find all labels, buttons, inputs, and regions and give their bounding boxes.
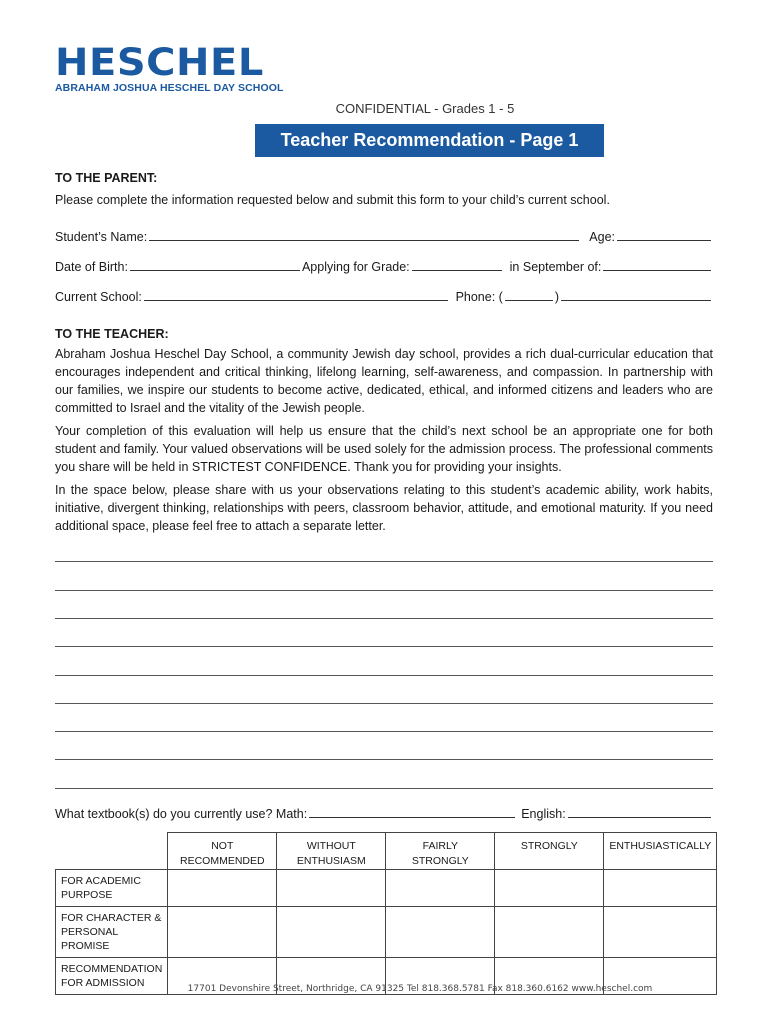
comment-line[interactable] (55, 561, 713, 562)
rating-cell[interactable] (168, 907, 277, 958)
footer-contact: 17701 Devonshire Street, Northridge, CA 91325 Tel 818.368.5781 Fax 818.360.6162 www.heschel.com (187, 984, 653, 994)
teacher-paragraph-3: In the space below, please share with us your observations relating to this student’s academic ability, work habits, initiative, divergent thinking, relationships with peers, classroom behavior, attitude, and emotional maturity. If you need additional space, please feel free to attach a separate letter. (55, 483, 713, 533)
rating-cell[interactable] (277, 870, 386, 907)
teacher-paragraph-2: Your completion of this evaluation will help us ensure that the child’s next school be an appropriate one for both student and family. Your valued observations will be used solely for the admission process. The professional comments you share will be held in STRICTEST CONFIDENCE. Thank you for providing your insights. (55, 424, 713, 474)
school-logo (55, 41, 284, 94)
row-label: FOR CHARACTER & PERSONAL PROMISE (56, 907, 168, 958)
table-row (56, 870, 717, 907)
column-header: NOT RECOMMENDED (168, 833, 277, 870)
current-school-field[interactable] (144, 288, 448, 301)
comment-line[interactable] (55, 703, 713, 704)
comment-line[interactable] (55, 788, 713, 789)
comment-line[interactable] (55, 646, 713, 647)
rating-cell[interactable] (168, 870, 277, 907)
student-name-row (55, 228, 713, 244)
rating-cell[interactable] (386, 907, 495, 958)
phone-area-code-field[interactable] (505, 288, 553, 301)
column-header: STRONGLY (495, 833, 604, 870)
comment-line[interactable] (55, 759, 713, 760)
row-label: RECOMMENDATION FOR ADMISSION (56, 958, 168, 995)
teacher-heading: TO THE TEACHER: (55, 327, 169, 341)
english-textbook-field[interactable] (568, 805, 711, 818)
comment-line[interactable] (55, 675, 713, 676)
rating-cell[interactable] (495, 870, 604, 907)
dob-field[interactable] (130, 258, 300, 271)
september-field[interactable] (603, 258, 711, 271)
current-school-label: Current School: (55, 290, 142, 304)
rating-cell[interactable] (604, 870, 717, 907)
phone-number-field[interactable] (561, 288, 711, 301)
rating-cell[interactable] (604, 907, 717, 958)
textbooks-row (55, 805, 713, 821)
column-header: FAIRLY STRONGLY (386, 833, 495, 870)
phone-close-paren: ) (554, 290, 559, 304)
rating-cell[interactable] (386, 870, 495, 907)
phone-label: Phone: ( (455, 290, 503, 304)
logo-wordmark: HESCHEL (55, 41, 264, 84)
grade-field[interactable] (412, 258, 502, 271)
rating-cell[interactable] (277, 907, 386, 958)
table-row (56, 907, 717, 958)
parent-heading: TO THE PARENT: (55, 171, 158, 185)
student-name-label: Student’s Name: (55, 230, 148, 244)
dob-row (55, 258, 713, 274)
table-corner (56, 833, 168, 870)
column-header: WITHOUT ENTHUSIASM (277, 833, 386, 870)
current-school-row (55, 288, 713, 304)
comment-line[interactable] (55, 731, 713, 732)
student-name-field[interactable] (149, 228, 579, 241)
age-field[interactable] (617, 228, 711, 241)
textbooks-math-label: What textbook(s) do you currently use? Math: (55, 807, 308, 821)
rating-cell[interactable] (495, 907, 604, 958)
parent-instruction: Please complete the information requested below and submit this form to your child’s current school. (55, 193, 610, 207)
comment-line[interactable] (55, 590, 713, 591)
english-label: English: (521, 807, 566, 821)
dob-label: Date of Birth: (55, 260, 128, 274)
row-label: FOR ACADEMIC PURPOSE (56, 870, 168, 907)
logo-subtitle: ABRAHAM JOSHUA HESCHEL DAY SCHOOL (55, 82, 284, 94)
grade-label: Applying for Grade: (301, 260, 410, 274)
rating-table (55, 832, 717, 995)
age-label: Age: (589, 230, 615, 244)
column-header: ENTHUSIASTICALLY (604, 833, 717, 870)
teacher-paragraph-1: Abraham Joshua Heschel Day School, a community Jewish day school, provides a rich dual-curricular education that encourages independent and critical thinking, lifelong learning, self-awareness, and compassion. In partnership with our families, we inspire our students to become active, dedicated, ethical, and informed citizens and leaders who are committed to Israel and the vitality of the Jewish people. (55, 347, 713, 415)
confidential-label: CONFIDENTIAL - Grades 1 - 5 (335, 101, 515, 116)
math-textbook-field[interactable] (309, 805, 515, 818)
page-title: Teacher Recommendation - Page 1 (255, 124, 604, 157)
september-label: in September of: (509, 260, 602, 274)
comment-line[interactable] (55, 618, 713, 619)
